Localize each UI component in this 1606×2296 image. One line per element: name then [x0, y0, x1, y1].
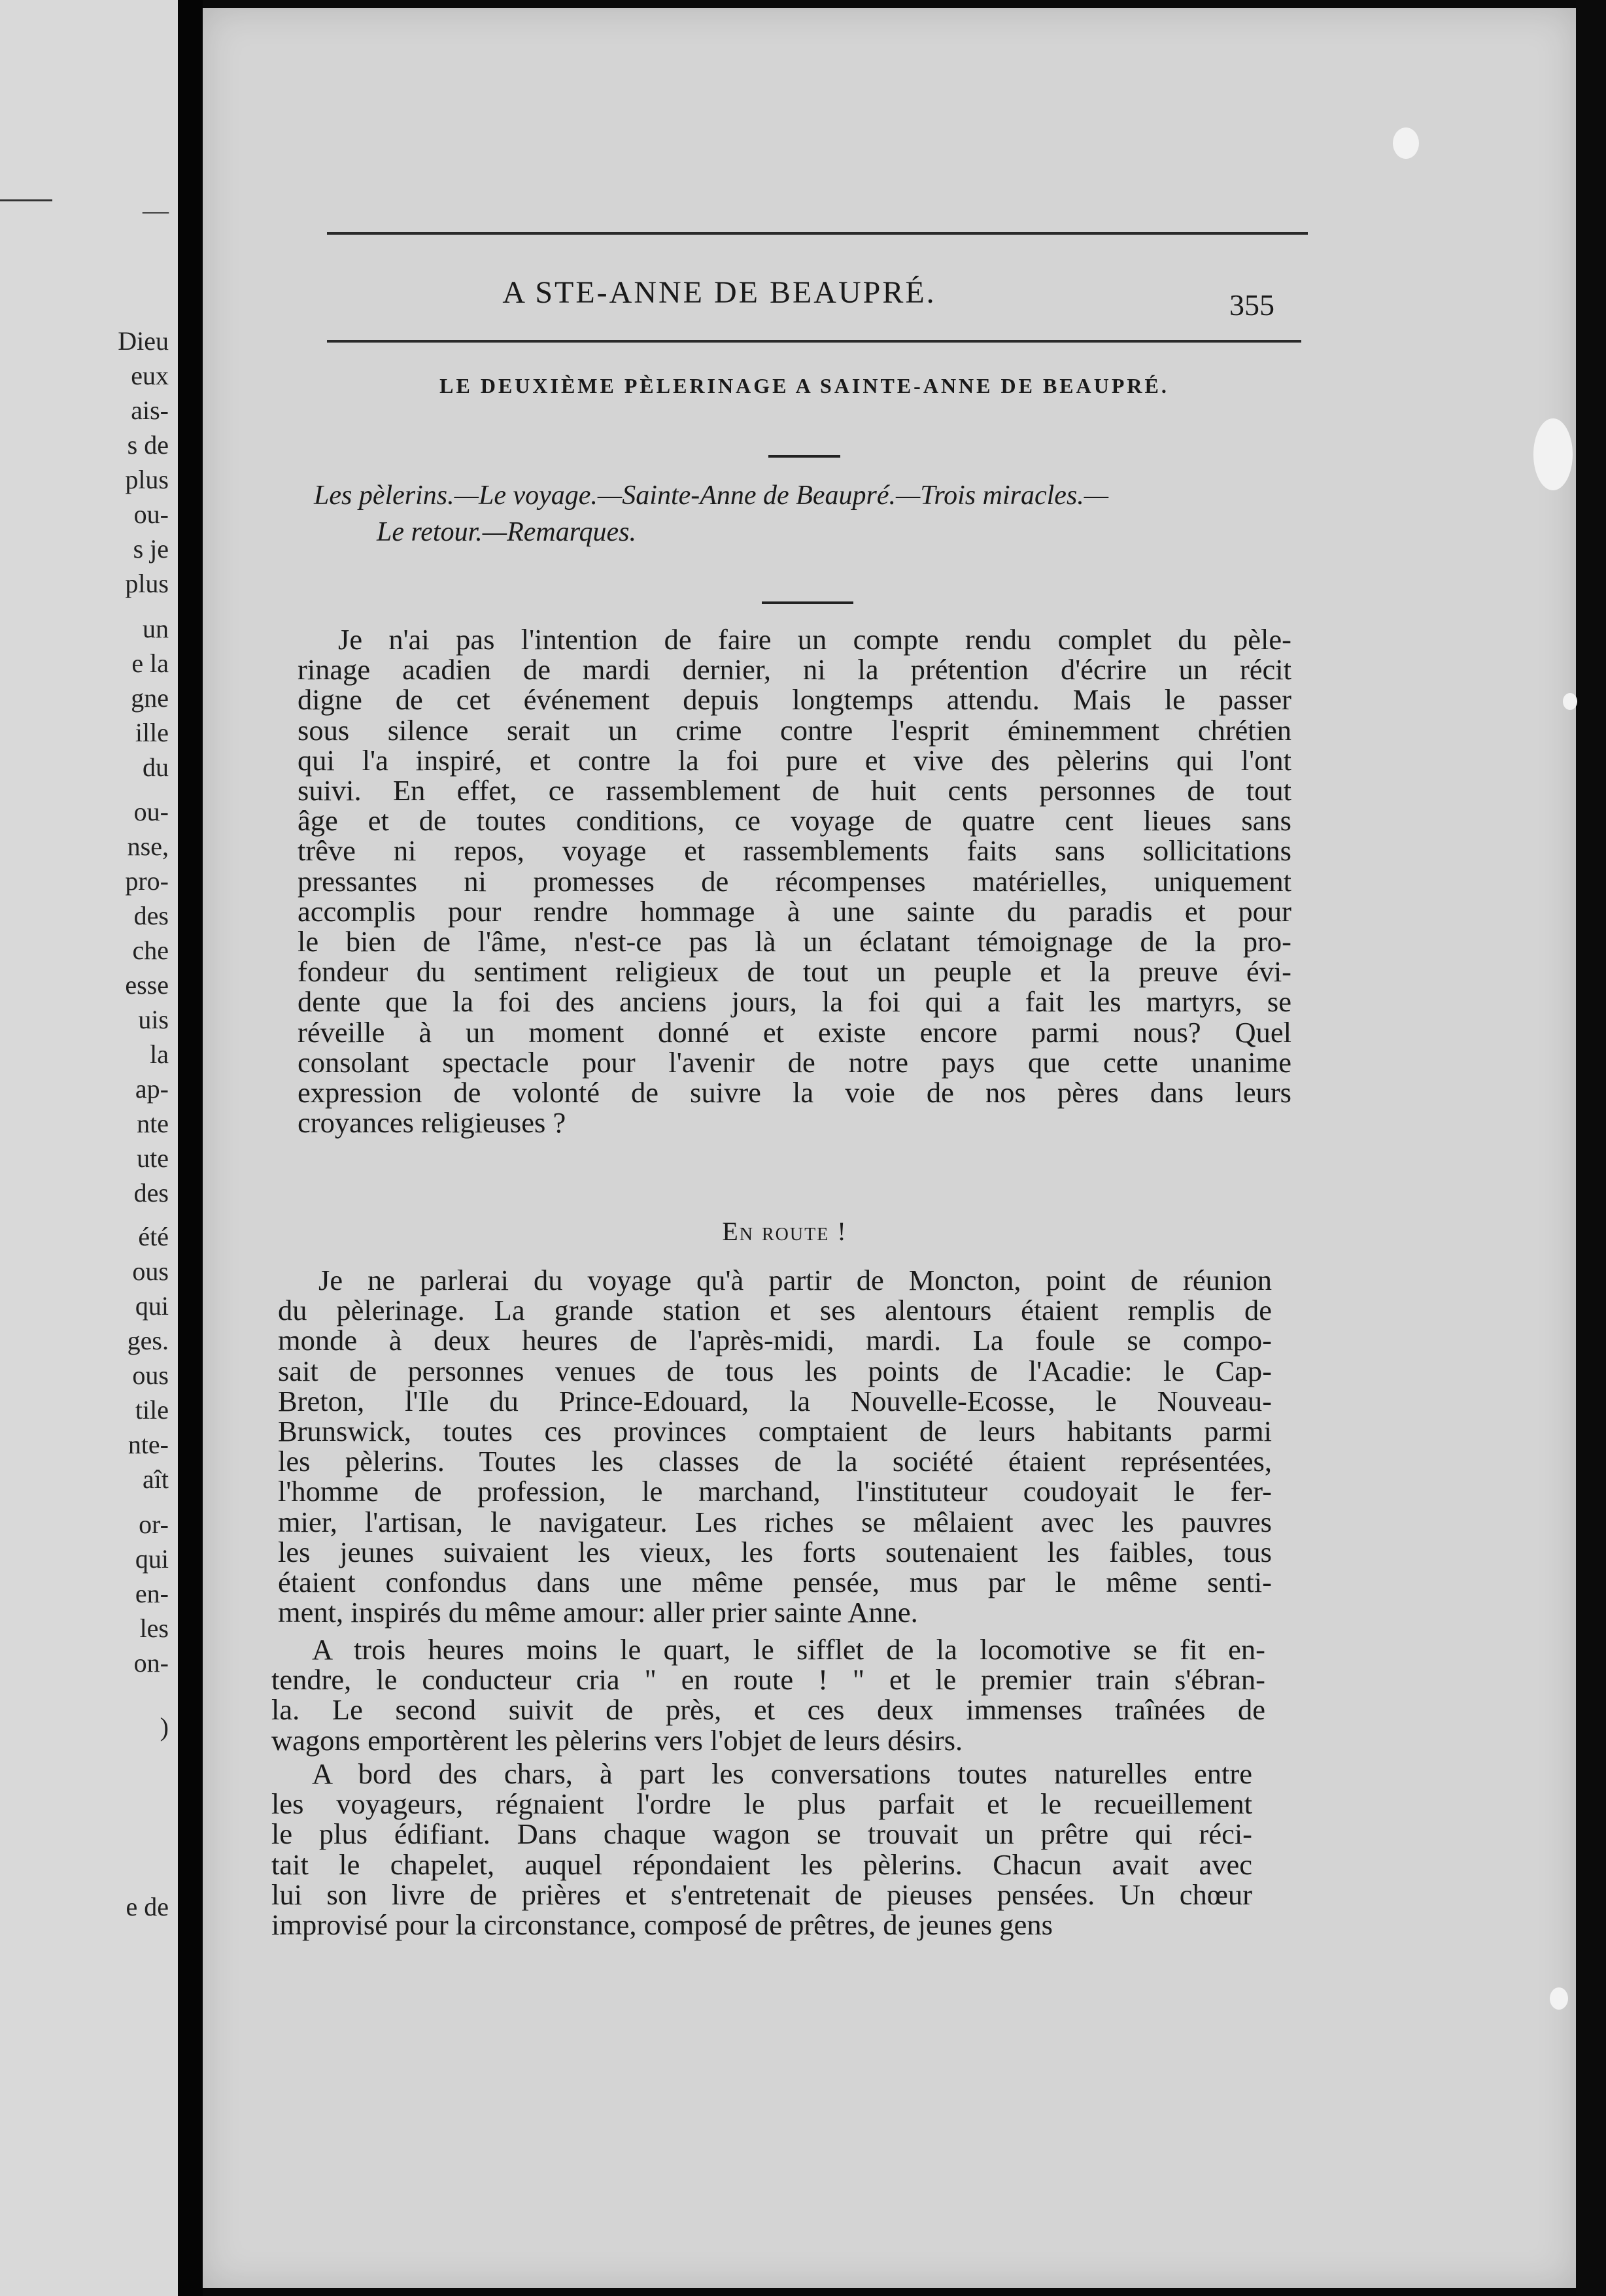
text-line: A trois heures moins le quart, le sifflet de la locomotive se fit en-: [312, 1633, 1265, 1666]
left-page-text-fragment: ous: [132, 1360, 169, 1390]
text-line: digne de cet événement depuis longtemps attendu. Mais le passer: [298, 683, 1291, 717]
page-gutter: [178, 0, 203, 2296]
text-line: étaient confondus dans une même pensée, mus par le même senti-: [278, 1566, 1272, 1599]
left-page-text-fragment: pro-: [125, 866, 169, 896]
left-page-text-fragment: des: [133, 901, 169, 930]
text-line: ment, inspirés du même amour: aller prier sainte Anne.: [278, 1596, 918, 1629]
text-line: qui l'a inspiré, et contre la foi pure et vive des pèlerins qui l'ont: [298, 743, 1291, 777]
text-line: sous silence serait un crime contre l'esprit éminemment chrétien: [298, 713, 1291, 747]
left-page-text-fragment: un: [143, 614, 169, 643]
left-page-text-fragment: ou-: [133, 797, 169, 826]
right-page-edge: [1576, 0, 1606, 2296]
left-page-text-fragment: Dieu: [118, 326, 169, 356]
text-line: les pèlerins. Toutes les classes de la société étaient représentées,: [278, 1445, 1272, 1478]
left-page-text-fragment: plus: [125, 569, 169, 598]
text-line: Je n'ai pas l'intention de faire un compte rendu complet du pèle-: [338, 623, 1291, 656]
left-page-text-fragment: —: [143, 195, 169, 225]
left-page-text-fragment: ou-: [133, 499, 169, 529]
text-line: le bien de l'âme, n'est-ce pas là un éclatant témoignage de la pro-: [298, 925, 1291, 958]
summary-line-1: Les pèlerins.—Le voyage.—Sainte-Anne de Beaupré.—Trois miracles.—: [314, 481, 1109, 511]
text-line: tait le chapelet, auquel répondaient les pèlerins. Chacun avait avec: [271, 1848, 1252, 1881]
text-line: trêve ni repos, voyage et rassemblements faits sans sollicitations: [298, 834, 1291, 868]
text-line: consolant spectacle pour l'avenir de notre pays que cette unanime: [298, 1045, 1291, 1079]
left-page-text-fragment: gne: [131, 683, 169, 713]
left-page-text-fragment: ute: [137, 1143, 169, 1173]
left-page-text-fragment: on-: [133, 1648, 169, 1678]
left-page-text-fragment: nse,: [127, 832, 169, 861]
text-line: lui son livre de prières et s'entretenait de pieuses pensées. Un chœur: [271, 1878, 1252, 1911]
text-line: les jeunes suivaient les vieux, les forts soutenaient les faibles, tous: [278, 1535, 1272, 1568]
paragraph-on-board: [271, 1759, 1252, 1940]
left-page-text-fragment: les: [139, 1613, 169, 1643]
left-page-text-fragment: en-: [135, 1579, 169, 1608]
text-line: rinage acadien de mardi dernier, ni la prétention d'écrire un récit: [298, 653, 1291, 686]
text-line: suivi. En effet, ce rassemblement de huit cents personnes de tout: [298, 774, 1291, 807]
text-line: Breton, l'Ile du Prince-Edouard, la Nouvelle-Ecosse, le Nouveau-: [278, 1384, 1272, 1417]
left-page-text-fragment: qui: [135, 1544, 169, 1574]
text-line: monde à deux heures de l'après-midi, mardi. La foule se compo-: [278, 1324, 1272, 1357]
left-page-text-fragment: che: [132, 936, 169, 965]
paragraph-en-route: [278, 1265, 1272, 1627]
summary-line-2: Le retour.—Remarques.: [377, 517, 637, 547]
scan-speck: [1533, 418, 1573, 490]
left-page-text-fragment: des: [133, 1178, 169, 1207]
text-line: les voyageurs, régnaient l'ordre le plus parfait et le recueillement: [271, 1787, 1252, 1821]
text-line: mier, l'artisan, le navigateur. Les riches se mêlaient avec les pauvres: [278, 1505, 1272, 1538]
left-page-text-fragment: aît: [143, 1464, 169, 1494]
left-page-text-fragment: e de: [126, 1892, 169, 1921]
summary-divider: [762, 601, 853, 604]
scan-speck: [1550, 1987, 1568, 2010]
left-page-text-fragment: nte-: [128, 1430, 169, 1459]
text-line: âge et de toutes conditions, ce voyage de quatre cent lieues sans: [298, 804, 1291, 837]
paragraph-departure: [271, 1634, 1265, 1755]
left-page-text-fragment: uis: [138, 1005, 169, 1034]
left-page-text-fragment: s je: [133, 534, 169, 564]
scan-speck: [1563, 693, 1577, 710]
left-page-text-fragment: ): [160, 1712, 169, 1742]
left-page-text-fragment: qui: [135, 1291, 169, 1321]
header-rule-top: [327, 232, 1308, 235]
text-line: le plus édifiant. Dans chaque wagon se trouvait un prêtre qui réci-: [271, 1817, 1252, 1851]
left-page-text-fragment: plus: [125, 465, 169, 494]
left-page-text-fragment: ais-: [131, 396, 169, 425]
left-page-text-fragment: du: [143, 752, 169, 782]
left-page-rule: [0, 199, 52, 201]
text-line: pressantes ni promesses de récompenses matérielles, uniquement: [298, 864, 1291, 898]
text-line: Je ne parlerai du voyage qu'à partir de Moncton, point de réunion: [318, 1264, 1272, 1296]
left-page-text-fragment: or-: [139, 1510, 169, 1539]
text-line: du pèlerinage. La grande station et ses alentours étaient remplis de: [278, 1294, 1272, 1327]
left-page-text-fragment: ous: [132, 1257, 169, 1286]
text-line: fondeur du sentiment religieux de tout un peuple et la preuve évi-: [298, 955, 1291, 988]
title-divider: [768, 455, 840, 458]
left-page-text-fragment: e la: [131, 649, 169, 678]
paragraph-intro: [298, 624, 1291, 1138]
scan-speck: [1393, 127, 1419, 159]
left-page-text-fragment: ap-: [135, 1074, 169, 1104]
left-page-text-fragment: nte: [137, 1109, 169, 1138]
section-heading: En route !: [722, 1217, 847, 1246]
text-line: sait de personnes venues de tous les points de l'Acadie: le Cap-: [278, 1354, 1272, 1387]
text-line: A bord des chars, à part les conversations toutes naturelles entre: [312, 1757, 1252, 1790]
left-page-fragment: [0, 0, 178, 2296]
header-rule-bottom: [327, 340, 1301, 343]
summary-italic: [314, 477, 1308, 550]
left-page-text-fragment: ges.: [127, 1326, 169, 1355]
text-line: improvisé pour la circonstance, composé de prêtres, de jeunes gens: [271, 1908, 1053, 1942]
left-page-text-fragment: esse: [125, 970, 169, 1000]
text-line: la. Le second suivit de près, et ces deux immenses traînées de: [271, 1693, 1265, 1727]
left-page-text-fragment: la: [150, 1039, 169, 1069]
left-page-text-fragment: été: [138, 1222, 169, 1251]
text-line: dente que la foi des anciens jours, la foi qui a fait les martyrs, se: [298, 985, 1291, 1019]
article-title: LE DEUXIÈME PÈLERINAGE A SAINTE-ANNE DE BEAUPRÉ.: [439, 374, 1169, 397]
text-line: tendre, le conducteur cria " en route ! " et le premier train s'ébran-: [271, 1663, 1265, 1697]
left-page-text-fragment: tile: [135, 1395, 169, 1425]
left-page-text-fragment: ille: [135, 718, 169, 747]
running-head: A STE-ANNE DE BEAUPRÉ.: [502, 275, 936, 310]
text-line: réveille à un moment donné et existe encore parmi nous? Quel: [298, 1015, 1291, 1049]
main-page: [203, 8, 1576, 2288]
text-line: wagons emportèrent les pèlerins vers l'objet de leurs désirs.: [271, 1723, 963, 1757]
text-line: Brunswick, toutes ces provinces comptaient de leurs habitants parmi: [278, 1415, 1272, 1448]
text-line: accomplis pour rendre hommage à une sainte du paradis et pour: [298, 894, 1291, 928]
text-line: l'homme de profession, le marchand, l'instituteur coudoyait le fer-: [278, 1475, 1272, 1508]
text-line: expression de volonté de suivre la voie de nos pères dans leurs: [298, 1076, 1291, 1109]
text-line: croyances religieuses ?: [298, 1106, 566, 1140]
left-page-text-fragment: eux: [131, 361, 169, 390]
page-number: 355: [1229, 288, 1274, 322]
left-page-text-fragment: s de: [127, 430, 169, 460]
